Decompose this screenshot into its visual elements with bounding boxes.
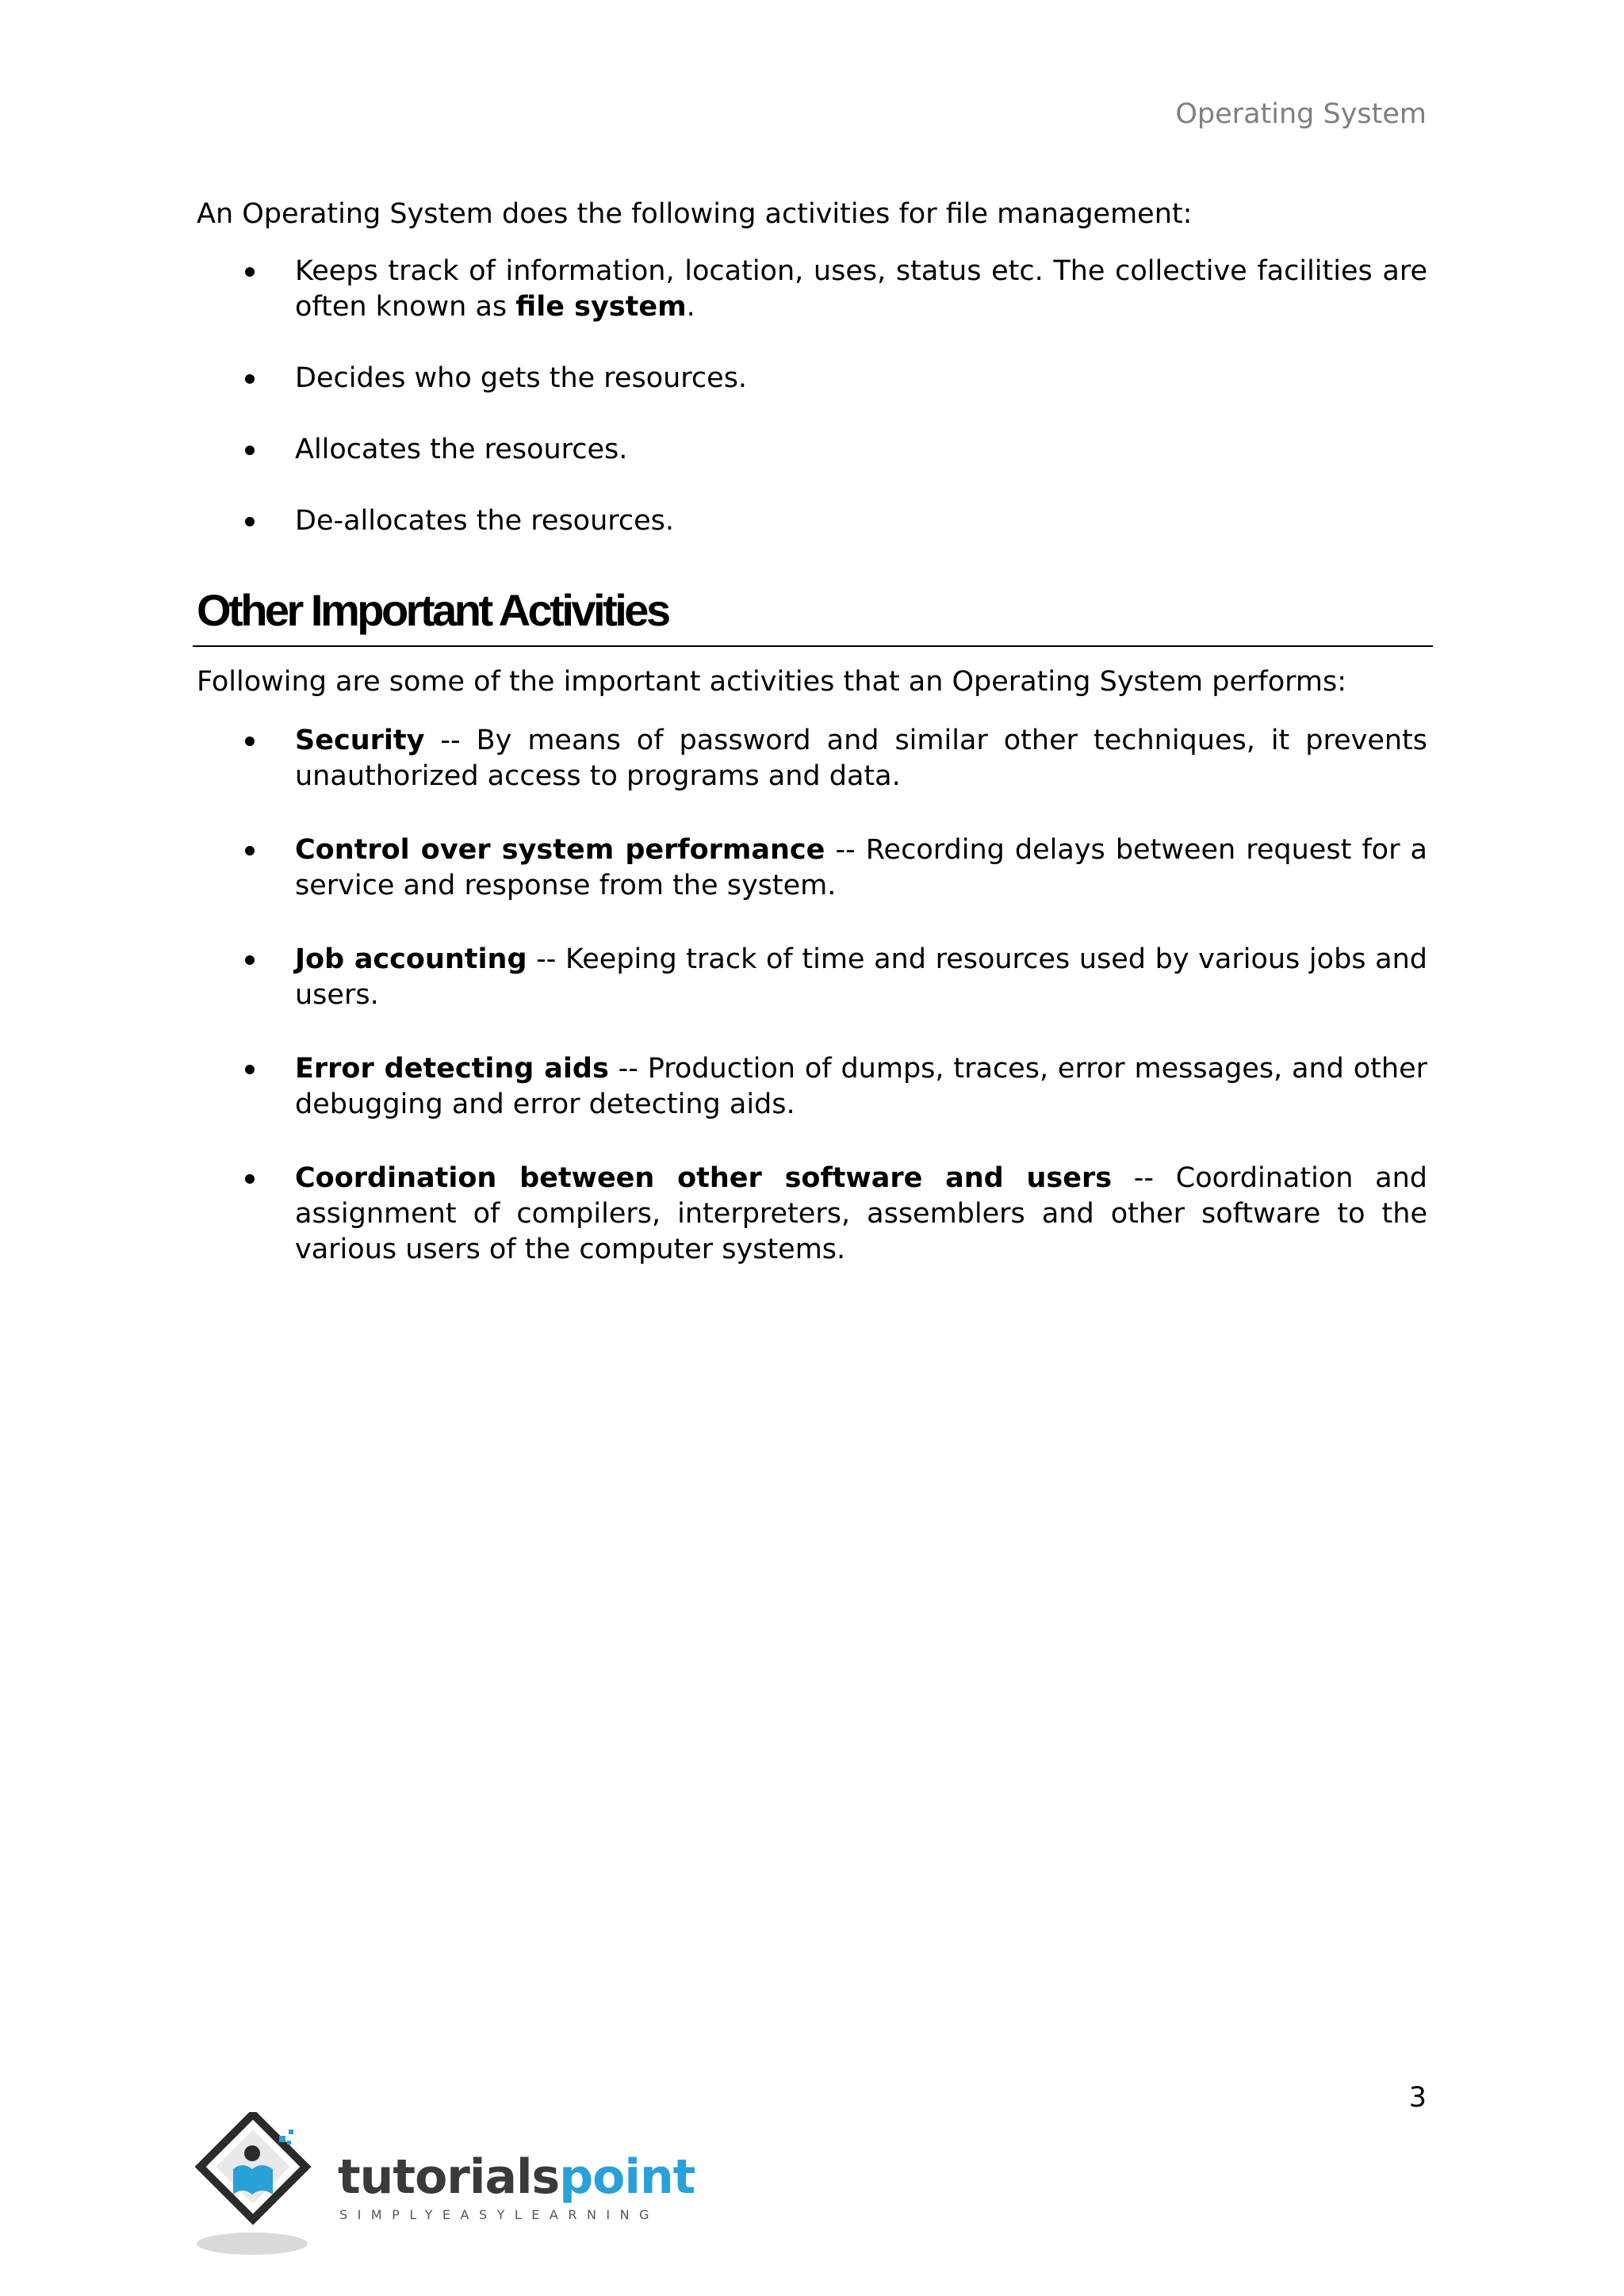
item-description: Production of dumps, traces, error messages, and other debugging and error detecting aids. (295, 1053, 1427, 1120)
item-text: Keeps track of information, location, uses, status etc. The collective facilities are often known as (295, 255, 1427, 323)
bullet-icon (245, 846, 255, 855)
heading-underline (193, 645, 1433, 647)
logo-word-part1: tutorials (338, 2149, 560, 2205)
bullet-icon (245, 1174, 255, 1184)
bullet-icon (245, 517, 255, 526)
item-description: Coordination and assignment of compilers, interpreters, assemblers and other software to the various users of the computer systems. (295, 1162, 1427, 1265)
item-separator: -- (424, 725, 477, 756)
item-text-end: . (686, 291, 695, 323)
item-description: Recording delays between request for a service and response from the system. (295, 834, 1427, 901)
bullet-icon (245, 374, 255, 384)
item-description: By means of password and similar other techniques, it prevents unauthorized access to programs and data. (295, 725, 1427, 792)
item-separator: -- (825, 834, 866, 866)
logo-tagline: SIMPLYEASYLEARNING (339, 2207, 660, 2222)
logo-word-part2: point (559, 2149, 695, 2205)
bullet-icon (245, 955, 255, 965)
item-term: Error detecting aids (295, 1053, 609, 1085)
bullet-icon (245, 267, 255, 277)
logo-emblem-icon (195, 2112, 334, 2259)
item-term: Job accounting (295, 943, 527, 975)
item-separator: -- (527, 943, 566, 975)
bullet-icon (245, 1065, 255, 1074)
file-management-intro: An Operating System does the following activities for file management: (197, 198, 1193, 230)
list-item-text (295, 723, 1427, 794)
list-item-text (295, 1161, 1427, 1268)
list-item-text (295, 1051, 1427, 1123)
list-item-text: De-allocates the resources. (295, 505, 675, 537)
item-description: Keeping track of time and resources used by various jobs and users. (295, 943, 1427, 1011)
bullet-icon (245, 446, 255, 455)
list-item-text (295, 942, 1427, 1013)
list-item-text: Decides who gets the resources. (295, 362, 748, 394)
list-item-text: Allocates the resources. (295, 434, 628, 465)
item-term: file system (515, 291, 687, 323)
logo-wordmark (338, 2149, 695, 2205)
item-separator: -- (608, 1053, 648, 1085)
item-term: Coordination between other software and users (295, 1162, 1113, 1194)
item-term: Control over system performance (295, 834, 825, 866)
page-number: 3 (1408, 2082, 1427, 2114)
section-intro: Following are some of the important activities that an Operating System performs: (197, 666, 1347, 698)
item-term: Security (295, 725, 425, 756)
tutorialspoint-logo (195, 2112, 695, 2259)
list-item-text (295, 832, 1427, 904)
item-separator: -- (1112, 1162, 1176, 1194)
list-item-text (295, 254, 1427, 325)
running-header: Operating System (1175, 98, 1427, 130)
bullet-icon (245, 737, 255, 746)
section-heading: Other Important Activities (197, 585, 668, 635)
